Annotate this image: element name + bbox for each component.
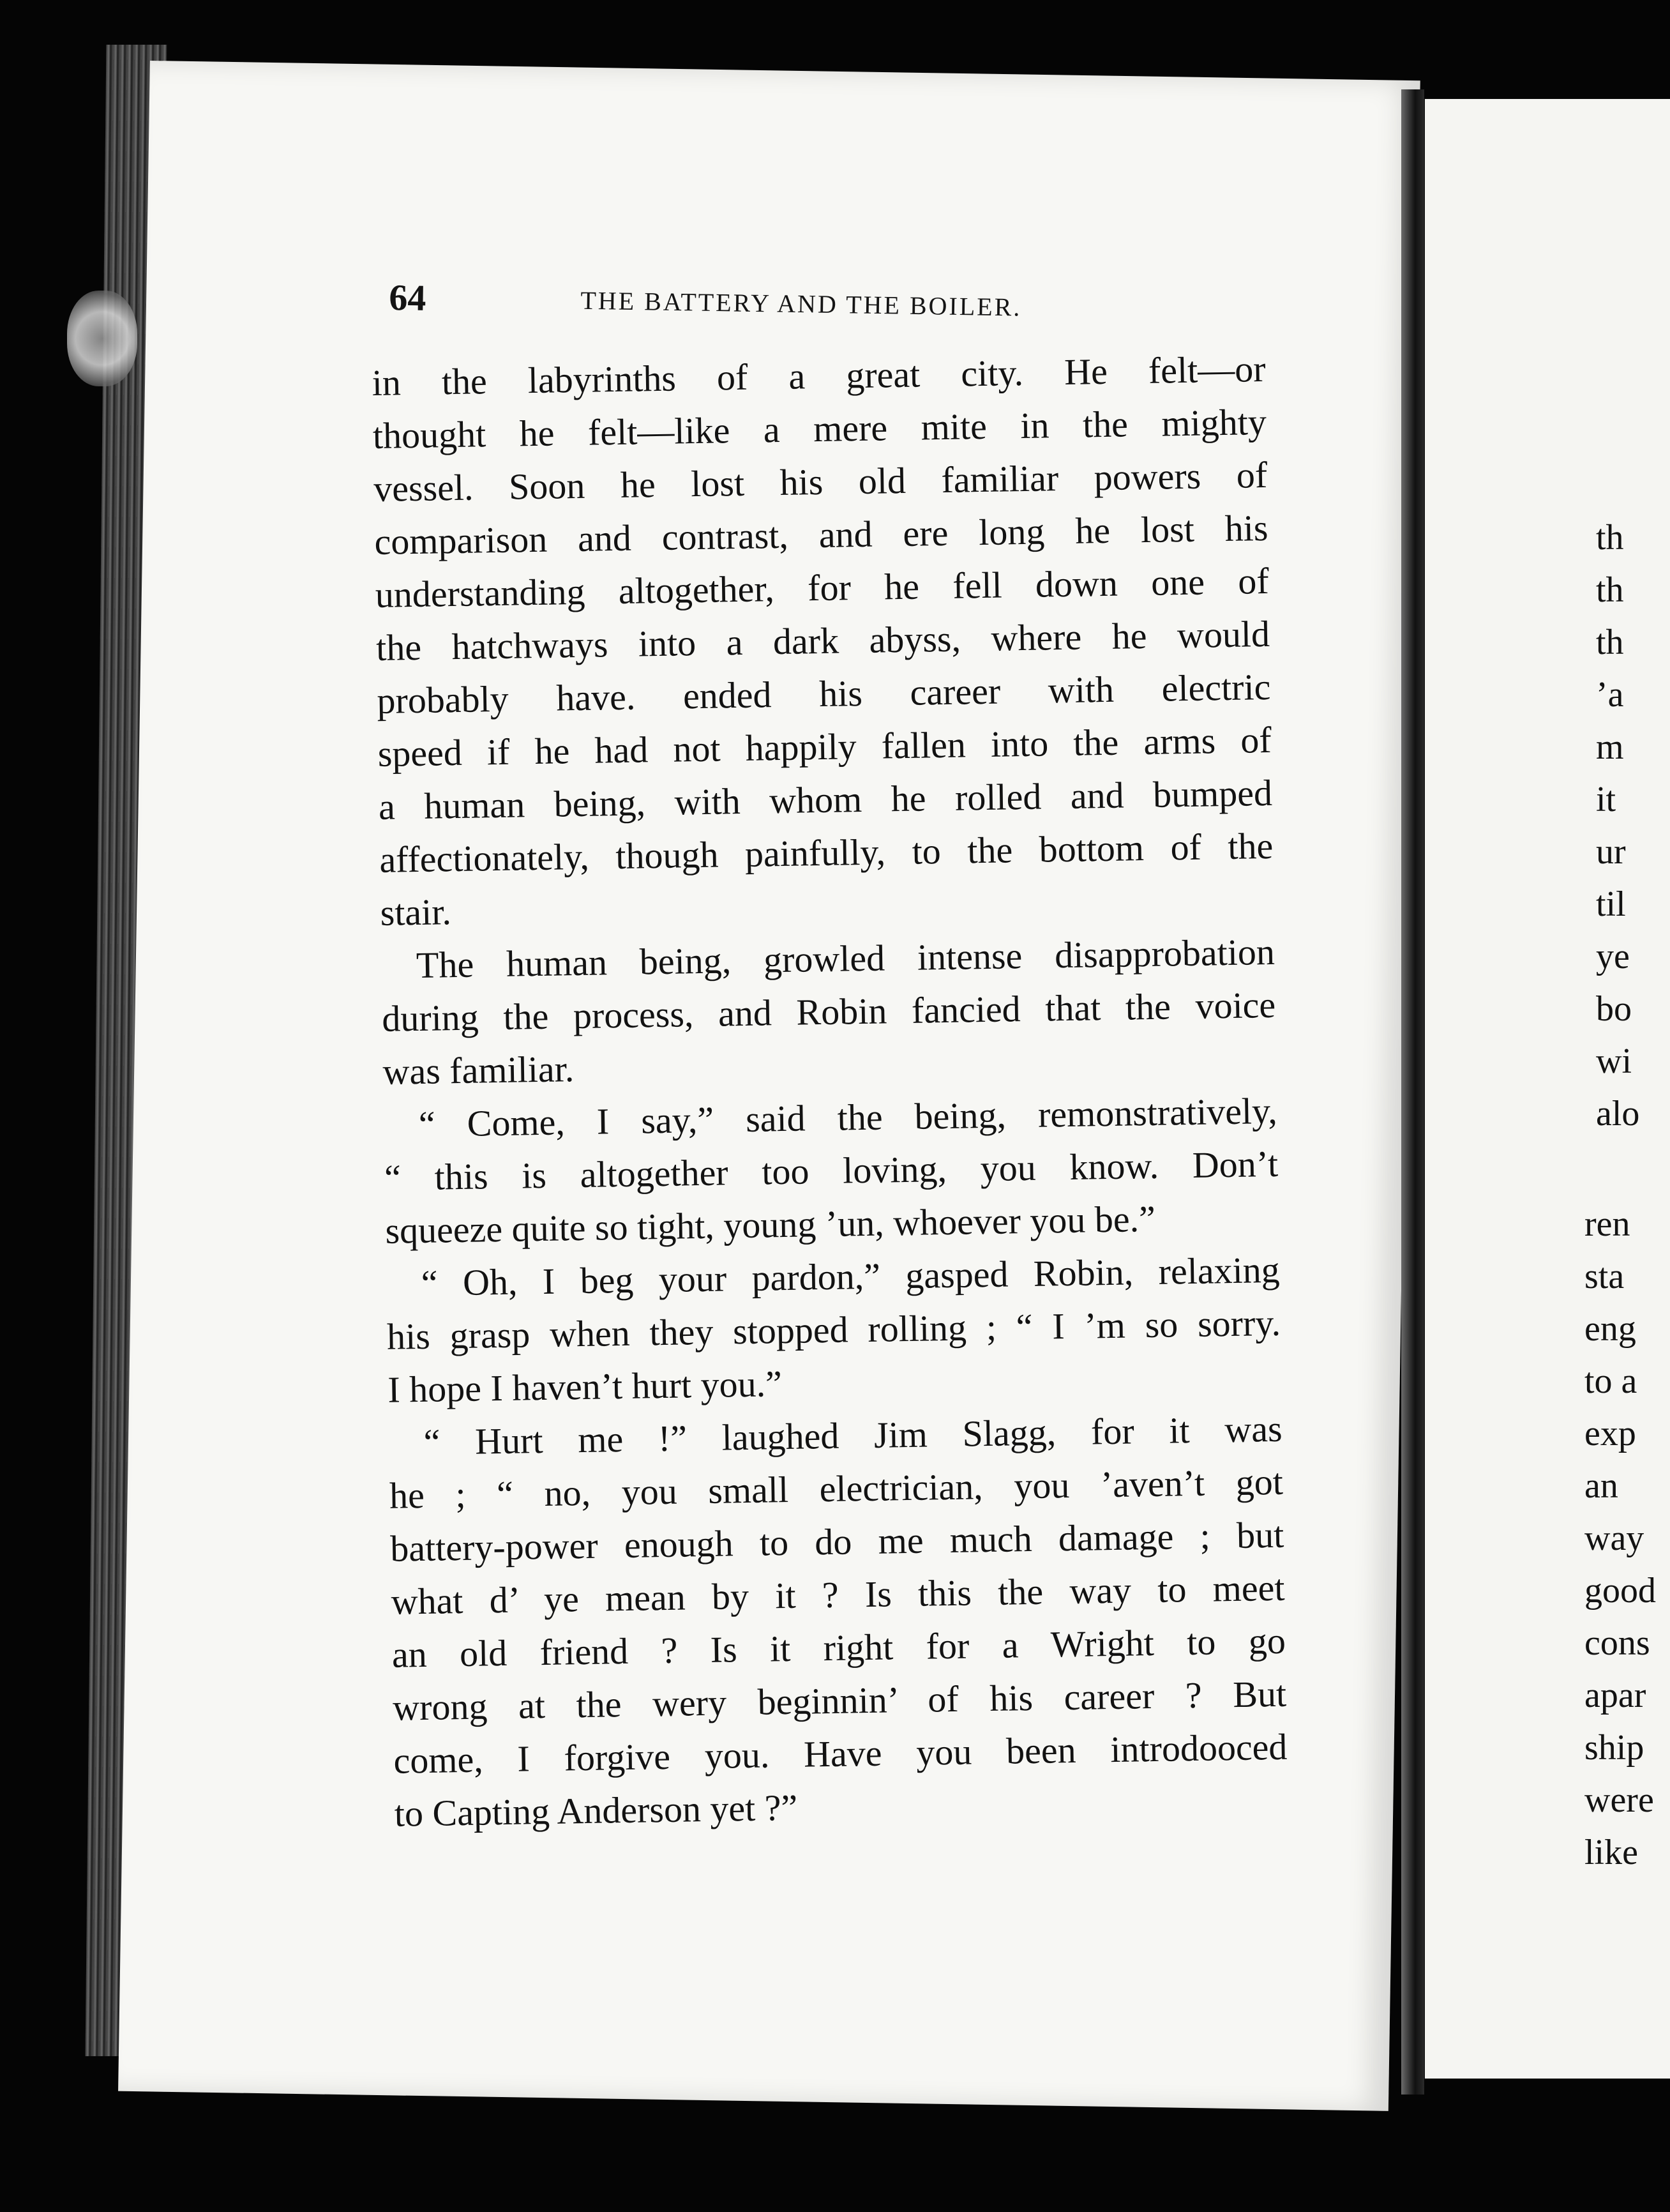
text-line: was familiar.	[382, 1048, 575, 1093]
text-line: what d’ ye mean by it ? Is this the way to meet	[391, 1566, 1285, 1623]
text-line: affectionately, though painfully, to the bottom of the	[379, 824, 1274, 881]
right-page-fragment: cons	[1584, 1623, 1650, 1663]
right-page-fragment: m	[1596, 727, 1624, 767]
text-line: “ Hurt me !” laughed Jim Slagg, for it was	[423, 1407, 1283, 1463]
right-page-fragment: sta	[1584, 1257, 1625, 1296]
right-page-fragment: th	[1596, 518, 1624, 557]
right-page-fragment: exp	[1584, 1414, 1636, 1453]
right-page-fragment: wi	[1596, 1042, 1632, 1081]
body-text	[372, 342, 1288, 1840]
text-line: I hope I haven’t hurt you.”	[387, 1363, 783, 1411]
text-line: battery-power enough to do me much damage ; but	[389, 1513, 1284, 1570]
right-page-fragment: it	[1596, 780, 1616, 819]
right-page-fragment: apar	[1584, 1676, 1646, 1715]
text-line: to Capting Anderson yet ?”	[394, 1786, 798, 1835]
right-page-fragment: an	[1584, 1466, 1618, 1506]
text-line: wrong at the wery beginnin’ of his career ? But	[392, 1672, 1287, 1729]
paper-smudge	[67, 291, 137, 386]
page-number: 64	[388, 276, 426, 319]
text-line: “ Oh, I beg your pardon,” gasped Robin, relaxing	[421, 1248, 1281, 1304]
right-page-fragment: ur	[1596, 832, 1626, 872]
right-page-fragment: alo	[1596, 1094, 1640, 1133]
right-page-fragment: way	[1584, 1519, 1644, 1558]
right-page-fragment: ye	[1596, 937, 1630, 976]
right-page-fragment: ’a	[1596, 675, 1624, 715]
text-line: in the labyrinths of a great city. He felt—or	[372, 348, 1266, 404]
text-line: during the process, and Robin fancied that the voice	[381, 983, 1276, 1040]
text-line: vessel. Soon he lost his old familiar powers of	[373, 453, 1268, 510]
right-page-fragment: til	[1596, 884, 1626, 924]
text-line: the hatchways into a dark abyss, where he would	[375, 612, 1270, 669]
text-line: thought he felt—like a mere mite in the mighty	[372, 400, 1267, 457]
text-line: an old friend ? Is it right for a Wright to go	[391, 1619, 1286, 1676]
right-page-fragment: th	[1596, 623, 1624, 662]
text-line: understanding altogether, for he fell down one of	[375, 559, 1270, 616]
text-line: “ this is altogether too loving, you know. Don’t	[384, 1142, 1279, 1199]
text-line: come, I forgive you. Have you been introdooced	[393, 1725, 1288, 1782]
text-line: a human being, with whom he rolled and bumped	[378, 771, 1273, 828]
text-line: speed if he had not happily fallen into the arms of	[377, 718, 1272, 775]
running-head-title: THE BATTERY AND THE BOILER.	[580, 285, 1022, 322]
right-page-fragment: bo	[1596, 989, 1632, 1029]
right-page-fragment: to a	[1584, 1361, 1637, 1401]
text-line: comparison and contrast, and ere long he lost his	[374, 506, 1268, 563]
text-line: The human being, growled intense disapprobation	[416, 930, 1275, 987]
right-page-fragment: ren	[1584, 1204, 1630, 1244]
text-line: probably have. ended his career with electric	[376, 665, 1271, 722]
book-gutter	[1401, 89, 1424, 2095]
right-page-fragment: eng	[1584, 1309, 1636, 1349]
text-line: squeeze quite so tight, young ’un, whoever you be.”	[385, 1197, 1156, 1252]
text-line: he ; “ no, you small electrician, you ’aven’t got	[389, 1460, 1284, 1517]
right-page-fragment: like	[1584, 1833, 1638, 1872]
right-page-fragment: were	[1584, 1780, 1654, 1820]
text-line: stair.	[380, 891, 452, 934]
text-line: “ Come, I say,” said the being, remonstratively,	[418, 1089, 1278, 1145]
text-line: his grasp when they stopped rolling ; “ I ’m so sorry.	[386, 1301, 1281, 1358]
right-page-fragment: ship	[1584, 1728, 1644, 1768]
right-page-fragment: th	[1596, 570, 1624, 610]
right-page-fragment: good	[1584, 1571, 1656, 1610]
